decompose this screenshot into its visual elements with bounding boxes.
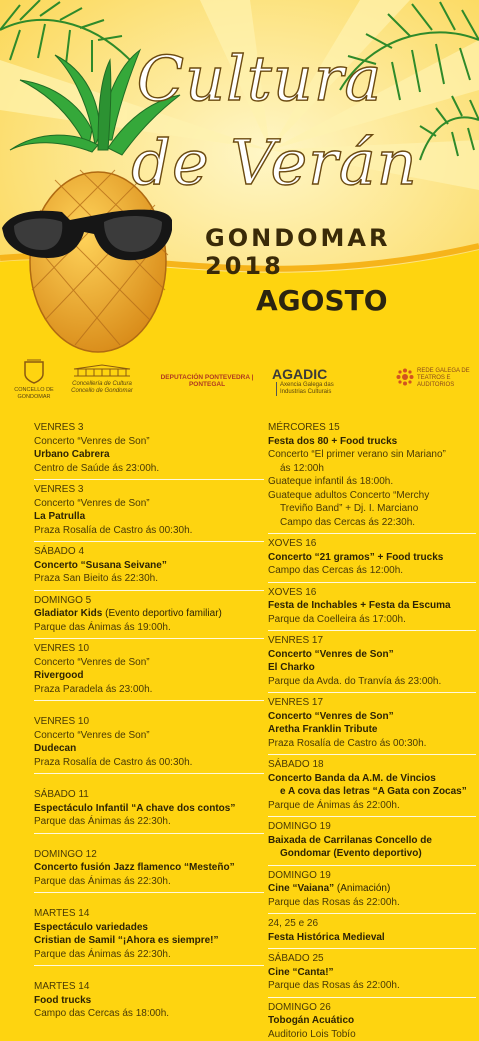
event-title: Concerto Banda da A.M. de Vincios xyxy=(268,772,476,786)
divider xyxy=(34,590,264,591)
event-item xyxy=(268,634,476,688)
pineapple-body-icon xyxy=(30,172,166,352)
event-item xyxy=(268,952,476,993)
divider xyxy=(268,948,476,949)
event-date: VENRES 17 xyxy=(268,696,476,710)
event-date: SÁBADO 11 xyxy=(34,788,264,802)
divider xyxy=(34,541,264,542)
event-title-row xyxy=(34,607,264,621)
event-title: Festa dos 80 + Food trucks xyxy=(268,435,476,449)
event-line: Concerto “Venres de Son” xyxy=(34,497,264,511)
event-date: MÉRCORES 15 xyxy=(268,421,476,435)
event-date: XOVES 16 xyxy=(268,586,476,600)
event-item xyxy=(268,758,476,812)
event-date: VENRES 10 xyxy=(34,642,264,656)
divider xyxy=(34,965,264,966)
event-date: MARTES 14 xyxy=(34,980,264,994)
event-line: Concerto “Venres de Son” xyxy=(34,729,264,743)
event-place: Parque das Ánimas ás 22:30h. xyxy=(34,875,264,889)
event-title: La Patrulla xyxy=(34,510,264,524)
event-title: Cine “Canta!” xyxy=(268,966,476,980)
event-place: Campo das Cercas ás 12:00h. xyxy=(268,564,476,578)
event-item xyxy=(34,980,264,1021)
event-line: Treviño Band” + Dj. I. Marciano xyxy=(268,502,476,516)
divider xyxy=(34,479,264,480)
event-title: Cine “Vaiana” xyxy=(268,883,334,894)
event-date: SÁBADO 18 xyxy=(268,758,476,772)
event-date: VENRES 17 xyxy=(268,634,476,648)
event-place: Praza Rosalía de Castro ás 00:30h. xyxy=(268,737,476,751)
divider xyxy=(34,892,264,893)
event-item xyxy=(268,1001,476,1041)
divider xyxy=(268,997,476,998)
event-item xyxy=(34,907,264,961)
event-place: Praza Paradela ás 23:00h. xyxy=(34,683,264,697)
event-line: ás 12:00h xyxy=(268,462,476,476)
event-place: Parque das Ánimas ás 22:30h. xyxy=(34,815,264,829)
event-title: Festa Histórica Medieval xyxy=(268,931,476,945)
divider xyxy=(268,754,476,755)
event-title: Tobogán Acuático xyxy=(268,1014,476,1028)
event-place: Parque de Ánimas ás 22:00h. xyxy=(268,799,476,813)
event-place: Praza San Bieito ás 22:30h. xyxy=(34,572,264,586)
event-line: Guateque infantil ás 18:00h. xyxy=(268,475,476,489)
event-date: DOMINGO 26 xyxy=(268,1001,476,1015)
event-place: Praza Rosalía de Castro ás 00:30h. xyxy=(34,756,264,770)
divider xyxy=(268,582,476,583)
event-title: Espectáculo variedades xyxy=(34,921,264,935)
logo-cultura xyxy=(70,364,134,395)
event-item xyxy=(34,545,264,586)
logo-cultura-label: Concellería de Cultura Concello de Gondomar xyxy=(70,381,134,395)
event-title: Dudecan xyxy=(34,742,264,756)
event-title: Food trucks xyxy=(34,994,264,1008)
event-item xyxy=(268,917,476,944)
event-place: Centro de Saúde ás 23:00h. xyxy=(34,462,264,476)
event-item xyxy=(268,421,476,529)
event-title-2: Cristian de Samil “¡Ahora es siempre!” xyxy=(34,934,264,948)
events-column-right xyxy=(268,421,476,1041)
event-date: DOMINGO 19 xyxy=(268,820,476,834)
event-item xyxy=(34,594,264,635)
event-title: Urbano Cabrera xyxy=(34,448,264,462)
event-title: Festa de Inchables + Festa da Escuma xyxy=(268,599,476,613)
event-date: SÁBADO 25 xyxy=(268,952,476,966)
event-line: Concerto “El primer verano sin Mariano” xyxy=(268,448,476,462)
divider xyxy=(268,913,476,914)
event-date: VENRES 3 xyxy=(34,421,264,435)
divider xyxy=(268,630,476,631)
event-title: Gladiator Kids xyxy=(34,608,102,619)
logo-concello-label: CONCELLO DE GONDOMAR xyxy=(14,387,54,401)
event-place: Parque da Avda. do Tranvía ás 23:00h. xyxy=(268,675,476,689)
logo-rede-label: REDE GALEGA DE TEATROS E AUDITORIOS xyxy=(417,368,473,389)
subtitle: GONDOMAR 2018 xyxy=(205,224,479,280)
event-date: DOMINGO 19 xyxy=(268,869,476,883)
event-title-row xyxy=(268,882,476,896)
event-place: Parque das Ánimas ás 19:00h. xyxy=(34,621,264,635)
event-item xyxy=(34,848,264,889)
event-date: VENRES 10 xyxy=(34,715,264,729)
event-line: Guateque adultos Concerto “Merchy xyxy=(268,489,476,503)
coat-of-arms-icon xyxy=(23,358,45,384)
month-heading: AGOSTO xyxy=(256,284,388,317)
event-line: Concerto “Venres de Son” xyxy=(34,435,264,449)
divider xyxy=(34,638,264,639)
title-line-1: Cultura xyxy=(0,42,479,115)
cultura-building-icon xyxy=(72,364,132,378)
logo-rede xyxy=(396,368,476,389)
event-place: Praza Rosalía de Castro ás 00:30h. xyxy=(34,524,264,538)
event-item xyxy=(268,537,476,578)
event-title-2: Gondomar (Evento deportivo) xyxy=(268,847,476,861)
logo-deputacion xyxy=(152,374,262,388)
events-column-left xyxy=(34,421,264,1021)
event-title: Espectáculo Infantil “A chave dos contos” xyxy=(34,802,264,816)
divider xyxy=(268,692,476,693)
event-item xyxy=(34,483,264,537)
event-title: Concerto fusión Jazz flamenco “Mesteño” xyxy=(34,861,264,875)
event-date: MARTES 14 xyxy=(34,907,264,921)
event-item xyxy=(268,869,476,910)
event-item xyxy=(34,715,264,769)
sponsor-logos xyxy=(0,352,479,422)
logo-concello xyxy=(14,358,54,401)
title-line-2: de Verán xyxy=(0,126,479,199)
divider xyxy=(34,773,264,774)
event-place: Parque da Coelleira ás 17:00h. xyxy=(268,613,476,627)
event-title-2: Aretha Franklin Tribute xyxy=(268,723,476,737)
logo-agadic-sub: Axencia Galega das Industrias Culturais xyxy=(276,382,336,396)
event-title-2: e A cova das letras “A Gata con Zocas” xyxy=(268,785,476,799)
divider xyxy=(34,833,264,834)
event-date: XOVES 16 xyxy=(268,537,476,551)
event-item xyxy=(268,696,476,750)
event-title: Concerto “Susana Seivane” xyxy=(34,559,264,573)
logo-deputacion-label: DEPUTACIÓN PONTEVEDRA | PONTEGAL xyxy=(152,374,262,388)
event-title-extra: (Animación) xyxy=(334,883,390,894)
divider xyxy=(268,533,476,534)
event-place: Parque das Rosas ás 22:00h. xyxy=(268,979,476,993)
event-item xyxy=(34,421,264,475)
event-item xyxy=(34,642,264,696)
event-place: Auditorio Lois Tobío xyxy=(268,1028,476,1041)
event-line: Campo das Cercas ás 22:30h. xyxy=(268,516,476,530)
event-place: Campo das Cercas ás 18:00h. xyxy=(34,1007,264,1021)
logo-agadic-label: AGADIC xyxy=(272,366,327,382)
event-title: Concerto “Venres de Son” xyxy=(268,648,476,662)
event-date: DOMINGO 5 xyxy=(34,594,264,608)
event-line: Concerto “Venres de Son” xyxy=(34,656,264,670)
event-title: Rivergood xyxy=(34,669,264,683)
event-title: Baixada de Carrilanas Concello de xyxy=(268,834,476,848)
event-date: VENRES 3 xyxy=(34,483,264,497)
event-item xyxy=(268,820,476,861)
divider xyxy=(34,700,264,701)
event-date: 24, 25 e 26 xyxy=(268,917,476,931)
event-date: SÁBADO 4 xyxy=(34,545,264,559)
divider xyxy=(268,865,476,866)
event-place: Parque das Ánimas ás 22:30h. xyxy=(34,948,264,962)
event-date: DOMINGO 12 xyxy=(34,848,264,862)
event-title-extra: (Evento deportivo familiar) xyxy=(102,608,222,619)
logo-agadic xyxy=(272,366,392,396)
event-place: Parque das Rosas ás 22:00h. xyxy=(268,896,476,910)
event-title: Concerto “Venres de Son” xyxy=(268,710,476,724)
event-item xyxy=(268,586,476,627)
event-title: Concerto “21 gramos” + Food trucks xyxy=(268,551,476,565)
event-title-2: El Charko xyxy=(268,661,476,675)
divider xyxy=(268,816,476,817)
flower-icon xyxy=(396,368,414,386)
event-item xyxy=(34,788,264,829)
